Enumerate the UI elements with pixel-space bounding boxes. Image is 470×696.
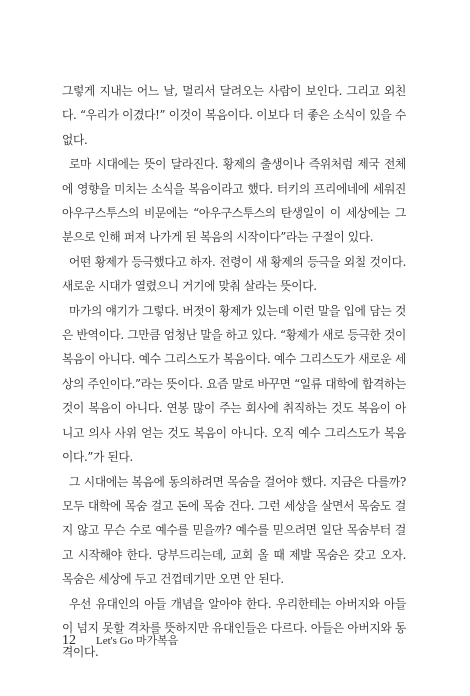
paragraph-4: 마가의 얘기가 그렇다. 버젓이 황제가 있는데 이런 말을 입에 담는 것은 반역이다. 그만큼 엄청난 말을 하고 있다. “황제가 새로 등극한 것이 복음이 아니다. 예수 그리스도가 복음이다. 예수 그리스도가 새로운 세상의 주인이다.”라는 뜻이다. 요즘 말로 바꾸면 “일류 대학에 합격하는 것이 복음이 아니다. 연봉 많이 주는 회사에 취직하는 것도 복음이 아니고 의사 사위 얻는 것도 복음이 아니다. 오직 예수 그리스도가 복음이다.”가 된다. xyxy=(62,303,406,465)
page-footer xyxy=(62,631,178,651)
paragraph-6: 우선 유대인의 아들 개념을 알아야 한다. 우리한테는 아버지와 아들이 넘지 못할 격차를 뜻하지만 유대인들은 다르다. 아들은 아버지와 동격이다. xyxy=(62,596,406,660)
paragraph-1: 그렇게 지내는 어느 날, 멀리서 달려오는 사람이 보인다. 그리고 외친다. “우리가 이겼다!” 이것이 복음이다. 이보다 더 좋은 소식이 있을 수 없다. xyxy=(62,84,406,147)
page-number: 12 xyxy=(62,633,76,648)
body-text xyxy=(62,79,406,665)
paragraph-2: 로마 시대에는 뜻이 달라진다. 황제의 출생이나 즉위처럼 제국 전체에 영향을 미치는 소식을 복음이라고 했다. 터키의 프리에네에 세워진 아우구스투스의 비문에는 “아우구스투스의 탄생일이 이 세상에는 그분으로 인해 퍼져 나가게 된 복음의 시작이다”라는 구절이 있다. xyxy=(62,157,406,245)
paragraph-5: 그 시대에는 복음에 동의하려면 목숨을 걸어야 했다. 지금은 다를까? 모두 대학에 목숨 걸고 돈에 목숨 건다. 그런 세상을 살면서 목숨도 걸지 않고 무슨 수로 예수를 믿을까? 예수를 믿으려면 일단 목숨부터 걸고 시작해야 한다. 당부드리는데, 교회 올 때 제발 목숨은 갖고 오자. 목숨은 세상에 두고 건껍데기만 오면 안 된다. xyxy=(62,474,406,587)
running-title: Let's Go 마가복음 xyxy=(96,635,179,647)
paragraph-3: 어떤 황제가 등극했다고 하자. 전령이 새 황제의 등극을 외칠 것이다. 새로운 시대가 열렸으니 거기에 맞춰 살라는 뜻이다. xyxy=(62,254,406,294)
